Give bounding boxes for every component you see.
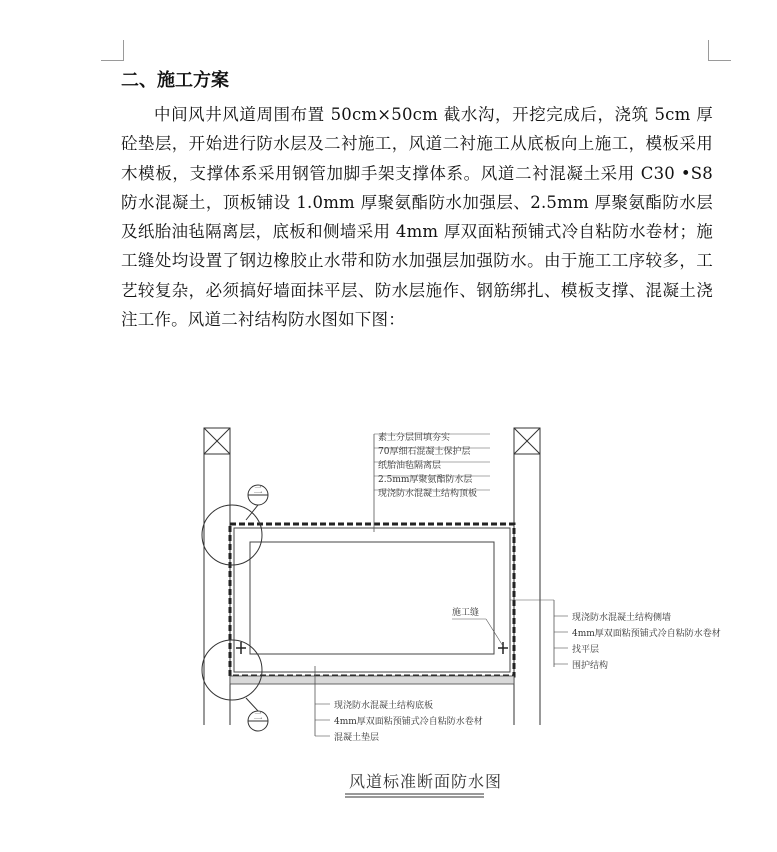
callout-right-0: 现浇防水混凝土结构侧墙 bbox=[572, 613, 672, 623]
detail-circle-bottom-left bbox=[202, 640, 262, 700]
detail-circle-top-left bbox=[202, 505, 262, 565]
detail-marker-top bbox=[246, 485, 268, 520]
construction-joint-callout bbox=[452, 606, 503, 646]
structure-inner-cavity bbox=[250, 542, 494, 654]
construction-joint-marks bbox=[236, 642, 508, 654]
crop-mark-top-right bbox=[708, 40, 731, 61]
body-paragraph: 中间风井风道周围布置 50cm×50cm 截水沟，开挖完成后，浇筑 5cm 厚砼垫层，开始进行防水层及二衬施工，风道二衬施工从底板向上施工，模板采用木模板，支撑体系采用钢管加脚手架支撑体系。风道二衬混凝土采用 C30 •S8 防水混凝土，顶板铺设 1.0mm 厚聚氨酯防水加强层、2.5mm 厚聚氨酯防水层及纸胎油毡隔离层，底板和侧墙采用 4mm 厚双面粘预铺式冷自粘防水卷材；施工缝处均设置了钢边橡胶止水带和防水加强层加强防水。由于施工工序较多，工艺较复杂，必须搞好墙面抹平层、防水层施作、钢筋绑扎、模板支撑、混凝土浇注工作。风道二衬结构防水图如下图： bbox=[121, 105, 713, 330]
right-callouts bbox=[510, 600, 721, 671]
concrete-cushion bbox=[230, 676, 514, 684]
top-callouts bbox=[374, 431, 490, 532]
figure-caption-group bbox=[345, 772, 502, 797]
construction-joint-label: 施工缝 bbox=[452, 608, 480, 618]
section-heading: 二、施工方案 bbox=[121, 70, 229, 91]
waterproofing-section-figure bbox=[190, 420, 770, 805]
callout-top-3: 2.5mm厚聚氨酯防水层 bbox=[378, 475, 473, 485]
callout-bottom-1: 4mm厚双面粘预铺式冷自粘防水卷材 bbox=[334, 717, 483, 727]
document-body bbox=[121, 66, 713, 334]
figure-caption: 风道标准断面防水图 bbox=[349, 772, 503, 791]
callout-top-1: 70厚细石混凝土保护层 bbox=[378, 447, 471, 457]
callout-right-1: 4mm厚双面粘预铺式冷自粘防水卷材 bbox=[572, 629, 721, 639]
crop-mark-top-left bbox=[101, 40, 124, 61]
callout-top-4: 现浇防水混凝土结构顶板 bbox=[378, 489, 478, 499]
structure-outer-wall bbox=[234, 528, 510, 672]
waterproof-layer-outline bbox=[230, 524, 514, 676]
callout-top-2: 纸胎油毡隔离层 bbox=[378, 461, 442, 471]
left-retaining-pile bbox=[204, 428, 230, 725]
right-retaining-pile bbox=[514, 428, 540, 725]
detail-marker-bottom bbox=[246, 698, 268, 731]
callout-bottom-0: 现浇防水混凝土结构底板 bbox=[334, 701, 434, 711]
figure-drawing bbox=[190, 420, 770, 805]
callout-right-2: 找平层 bbox=[572, 645, 600, 655]
callout-bottom-2: 混凝土垫层 bbox=[334, 733, 380, 743]
callout-right-3: 围护结构 bbox=[572, 661, 609, 671]
callout-top-0: 素土分层回填夯实 bbox=[378, 433, 451, 443]
svg-text:二: 二 bbox=[253, 486, 263, 496]
svg-text:二: 二 bbox=[253, 712, 263, 722]
